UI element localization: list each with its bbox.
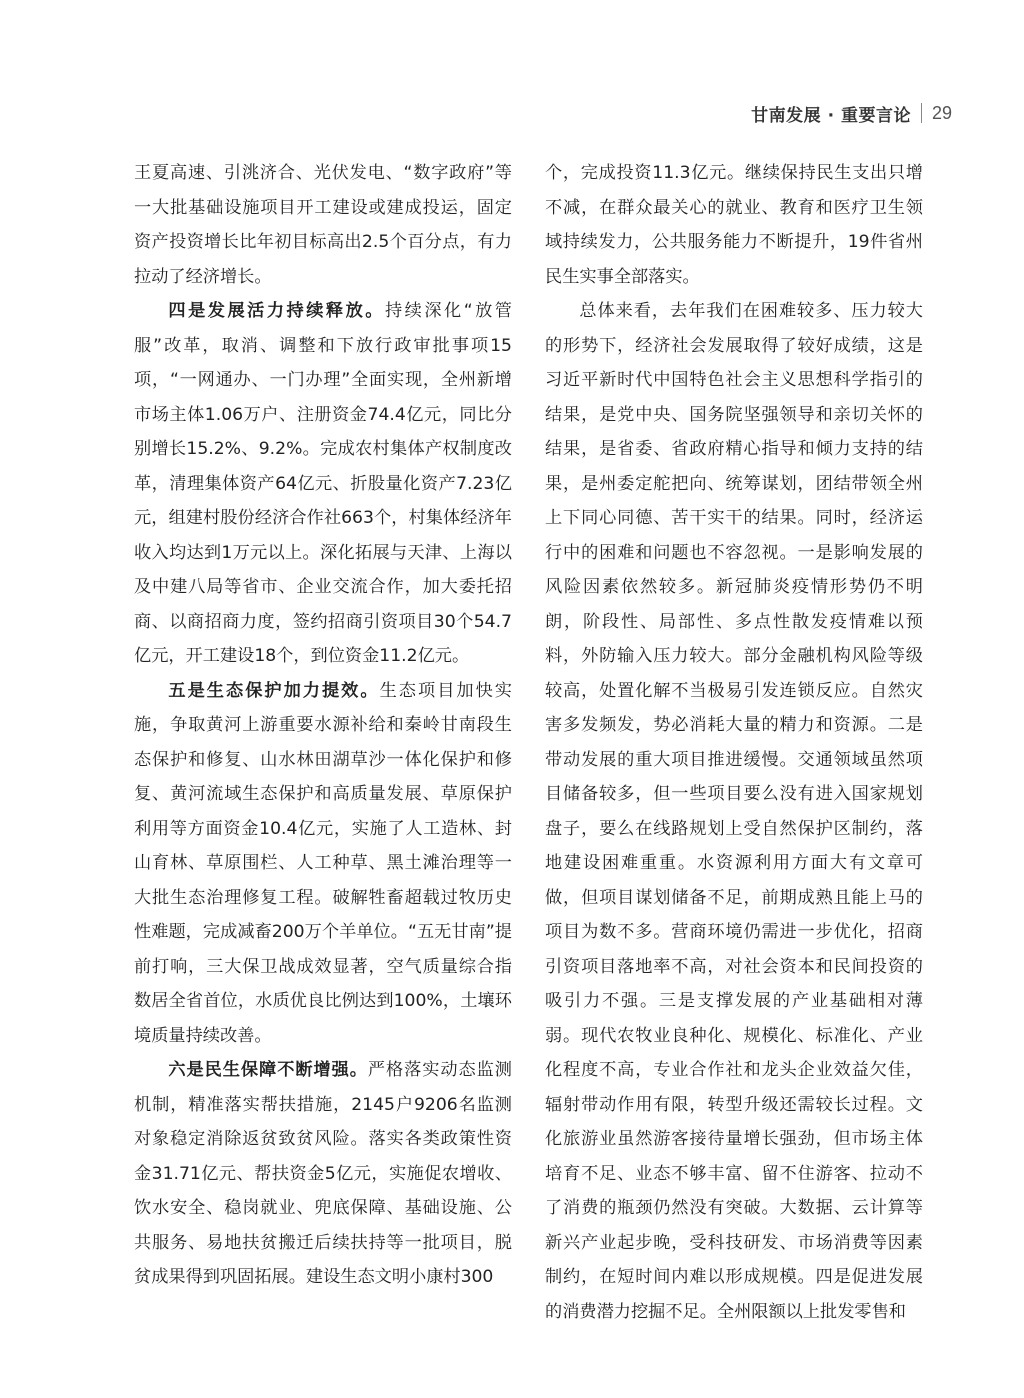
header-divider bbox=[921, 103, 922, 123]
right-column bbox=[545, 156, 923, 1329]
paragraph-lead: 四是发展活力持续释放。 bbox=[168, 301, 385, 321]
paragraph-text: 生态项目加快实施，争取黄河上游重要水源补给和秦岭甘南段生态保护和修复、山水林田湖草沙一体化保护和修复、黄河流域生态保护和高质量发展、草原保护利用等方面资金10.4亿元，实施了人工造林、封山育林、草原围栏、人工种草、黑土滩治理等一大批生态治理修复工程。破解牲畜超载过牧历史性难题，完成减畜200万个羊单位。“五无甘南”提前打响，三大保卫战成效显著，空气质量综合指数居全省首位，水质优良比例达到100%，土壤环境质量持续改善。 bbox=[134, 680, 512, 1046]
left-column bbox=[134, 156, 512, 1295]
paragraph-livelihood-security bbox=[134, 1053, 512, 1295]
paragraph-ecological-protection bbox=[134, 674, 512, 1054]
paragraph-lead: 五是生态保护加力提效。 bbox=[168, 680, 380, 701]
paragraph-overall-summary bbox=[545, 294, 923, 1329]
paragraph-continued bbox=[134, 156, 512, 294]
paragraph-text: 严格落实动态监测机制，精准落实帮扶措施，2145户9206名监测对象稳定消除返贫致贫风险。落实各类政策性资金31.71亿元、帮扶资金5亿元，实施促农增收、饮水安全、稳岗就业、兜底保障、基础设施、公共服务、易地扶贫搬迁后续扶持等一批项目，脱贫成果得到巩固拓展。建设生态文明小康村300 bbox=[134, 1060, 512, 1287]
paragraph-development-vitality bbox=[134, 294, 512, 674]
paragraph-continued bbox=[545, 156, 923, 294]
paragraph-lead: 六是民生保障不断增强。 bbox=[168, 1060, 368, 1080]
page-header bbox=[751, 99, 952, 127]
paragraph-text: 持续深化“放管服”改革，取消、调整和下放行政审批事项15项，“一网通办、一门办理”全面实现，全州新增市场主体1.06万户、注册资金74.4亿元，同比分别增长15.2%、9.2%。完成农村集体产权制度改革，清理集体资产64亿元、折股量化资产7.23亿元，组建村股份经济合作社663个，村集体经济年收入均达到1万元以上。深化拓展与天津、上海以及中建八局等省市、企业交流合作，加大委托招商、以商招商力度，签约招商引资项目30个54.7亿元，开工建设18个，到位资金11.2亿元。 bbox=[134, 301, 512, 666]
running-title: 甘南发展 · 重要言论 bbox=[751, 105, 911, 126]
paragraph-text: 个，完成投资11.3亿元。继续保持民生支出只增不减，在群众最关心的就业、教育和医疗卫生领域持续发力，公共服务能力不断提升，19件省州民生实事全部落实。 bbox=[545, 163, 923, 287]
paragraph-text: 总体来看，去年我们在困难较多、压力较大的形势下，经济社会发展取得了较好成绩，这是习近平新时代中国特色社会主义思想科学指引的结果，是党中央、国务院坚强领导和亲切关怀的结果，是省委、省政府精心指导和倾力支持的结果，是州委定舵把向、统筹谋划，团结带领全州上下同心同德、苦干实干的结果。同时，经济运行中的困难和问题也不容忽视。一是影响发展的风险因素依然较多。新冠肺炎疫情形势仍不明朗，阶段性、局部性、多点性散发疫情难以预料，外防输入压力较大。部分金融机构风险等级较高，处置化解不当极易引发连锁反应。自然灾害多发频发，势必消耗大量的精力和资源。二是带动发展的重大项目推进缓慢。交通领域虽然项目储备较多，但一些项目要么没有进入国家规划盘子，要么在线路规划上受自然保护区制约，落地建设困难重重。水资源利用方面大有文章可做，但项目谋划储备不足，前期成熟且能上马的项目为数不多。营商环境仍需进一步优化，招商引资项目落地率不高，对社会资本和民间投资的吸引力不强。三是支撑发展的产业基础相对薄弱。现代农牧业良种化、规模化、标准化、产业化程度不高，专业合作社和龙头企业效益欠佳，辐射带动作用有限，转型升级还需较长过程。文化旅游业虽然游客接待量增长强劲，但市场主体培育不足、业态不够丰富、留不住游客、拉动不了消费的瓶颈仍然没有突破。大数据、云计算等新兴产业起步晚，受科技研发、市场消费等因素制约，在短时间内难以形成规模。四是促进发展的消费潜力挖掘不足。全州限额以上批发零售和 bbox=[545, 301, 923, 1322]
page-number: 29 bbox=[931, 102, 952, 123]
paragraph-text: 王夏高速、引洮济合、光伏发电、“数字政府”等一大批基础设施项目开工建设或建成投运，固定资产投资增长比年初目标高出2.5个百分点，有力拉动了经济增长。 bbox=[134, 163, 512, 287]
